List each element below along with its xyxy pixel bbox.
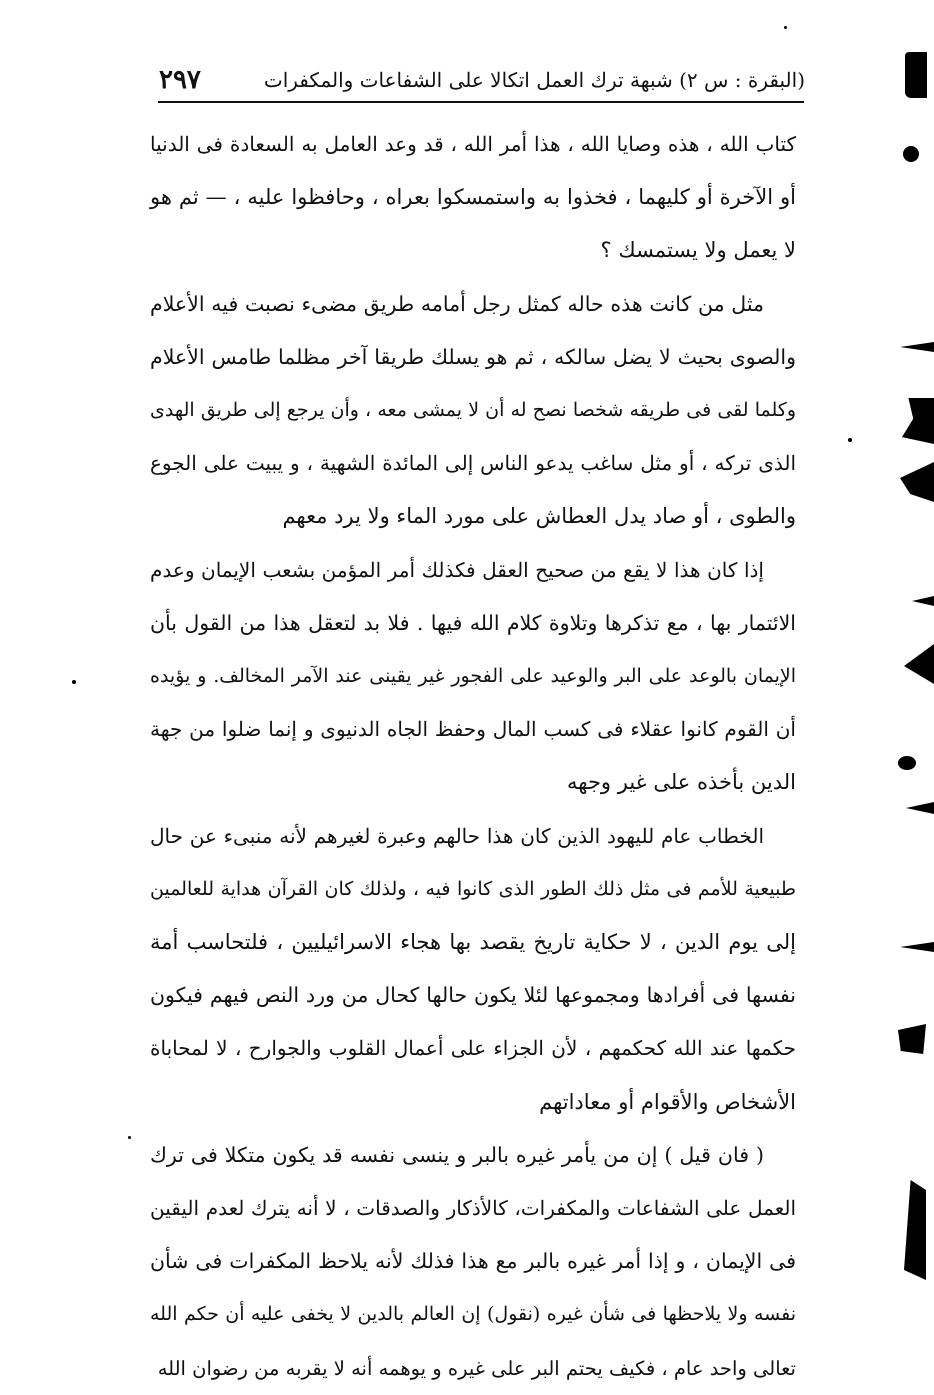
scan-speck [72, 680, 76, 684]
paragraph [150, 278, 796, 544]
scan-speck [898, 756, 916, 770]
text-line: الخطاب عام لليهود الذين كان هذا حالهم وعبرة لغيرهم لأنه منبىء عن حال [150, 823, 764, 848]
paragraph [150, 1129, 796, 1395]
page-number: ٢٩٧ [159, 65, 201, 95]
scan-edge-mark [898, 1024, 926, 1054]
text-line: طبيعية للأمم فى مثل ذلك الطور الذى كانوا فيه ، ولذلك كان القرآن هداية للعالمين [150, 877, 796, 900]
text-line: كتاب الله ، هذه وصايا الله ، هذا أمر الله ، قد وعد العامل به السعادة فى الدنيا [150, 132, 796, 156]
running-header [155, 56, 805, 100]
text-line: الذى تركه ، أو مثل ساغب يدعو الناس إلى المائدة الشهية ، و يبيت على الجوع [150, 451, 797, 476]
scan-edge-mark [904, 644, 934, 684]
paragraph [150, 810, 796, 1129]
scan-speck [128, 1136, 131, 1139]
scan-edge-mark [912, 596, 934, 606]
text-line: لا يعمل ولا يستمسك ؟ [600, 238, 796, 263]
scan-speck [848, 438, 852, 442]
text-line: الدين بأخذه على غير وجهه [567, 770, 796, 795]
text-line: إلى يوم الدين ، لا حكاية تاريخ يقصد بها هجاء الاسرائيليين ، فلتحاسب أمة [150, 930, 796, 955]
text-line: تعالى واحد عام ، فكيف يحتم البر على غيره و يوهمه أنه لا يقربه من رضوان الله [157, 1356, 796, 1380]
text-line: إذا كان هذا لا يقع من صحيح العقل فكذلك أمر المؤمن بشعب الإيمان وعدم [150, 557, 764, 582]
scan-speck [784, 26, 787, 29]
paragraph [150, 118, 796, 278]
text-line: نفسه ولا يلاحظها فى شأن غيره (نقول) إن العالم بالدين لا يخفى عليه أن حكم الله [150, 1303, 796, 1326]
text-line: العمل على الشفاعات والمكفرات، كالأذكار والصدقات ، لا أنه يترك لعدم اليقين [150, 1196, 796, 1221]
scan-edge-mark [900, 342, 934, 352]
header-rule [158, 101, 804, 103]
text-line: أو الآخرة أو كليهما ، فخذوا به واستمسكوا بعراه ، وحافظوا عليه ، — ثم هو [150, 185, 796, 210]
scan-speck [903, 146, 919, 162]
scan-edge-mark [902, 398, 934, 444]
scan-edge-mark [904, 1180, 926, 1280]
scan-edge-mark [906, 802, 934, 814]
text-line: الإيمان بالوعد على البر والوعيد على الفجور غير يقينى عند الآمر المخالف. و يؤيده [150, 665, 796, 688]
paragraph [150, 544, 796, 810]
header-title: (البقرة : س ٢) شبهة ترك العمل اتكالا على الشفاعات والمكفرات [263, 68, 805, 92]
text-line: وكلما لقى فى طريقه شخصا نصح له أن لا يمشى معه ، وأن يرجع إلى طريق الهدى [150, 399, 796, 422]
scan-edge-mark [900, 942, 934, 952]
scan-edge-mark [905, 52, 927, 98]
text-line: الائتمار بها ، مع تذكرها وتلاوة كلام الله فيها . فلا بد لتعقل هذا من القول بأن [150, 610, 796, 635]
text-line: والطوى ، أو صاد يدل العطاش على مورد الماء ولا يرد معهم [282, 504, 796, 529]
text-line: ( فان قيل ) إن من يأمر غيره بالبر و ينسى نفسه قد يكون متكلا فى ترك [150, 1142, 764, 1167]
text-line: حكمها عند الله كحكمهم ، لأن الجزاء على أعمال القلوب والجوارح ، لا لمحاباة [150, 1036, 796, 1061]
body-text [150, 118, 796, 1395]
text-line: أن القوم كانوا عقلاء فى كسب المال وحفظ الجاه الدنيوى و إنما ضلوا من جهة [150, 717, 796, 742]
text-line: فى الإيمان ، و إذا أمر غيره بالبر مع هذا فذلك لأنه يلاحظ المكفرات فى شأن [150, 1249, 796, 1274]
scan-edge-mark [900, 462, 934, 502]
text-line: نفسها فى أفرادها ومجموعها لئلا يكون حالها كحال من ورد النص فيهم فيكون [150, 983, 796, 1008]
text-line: والصوى بحيث لا يضل سالكه ، ثم هو يسلك طريقا آخر مظلما طامس الأعلام [150, 344, 796, 369]
text-line: الأشخاص والأقوام أو معاداتهم [539, 1089, 796, 1114]
text-line: مثل من كانت هذه حاله كمثل رجل أمامه طريق مضىء نصبت فيه الأعلام [150, 291, 764, 316]
